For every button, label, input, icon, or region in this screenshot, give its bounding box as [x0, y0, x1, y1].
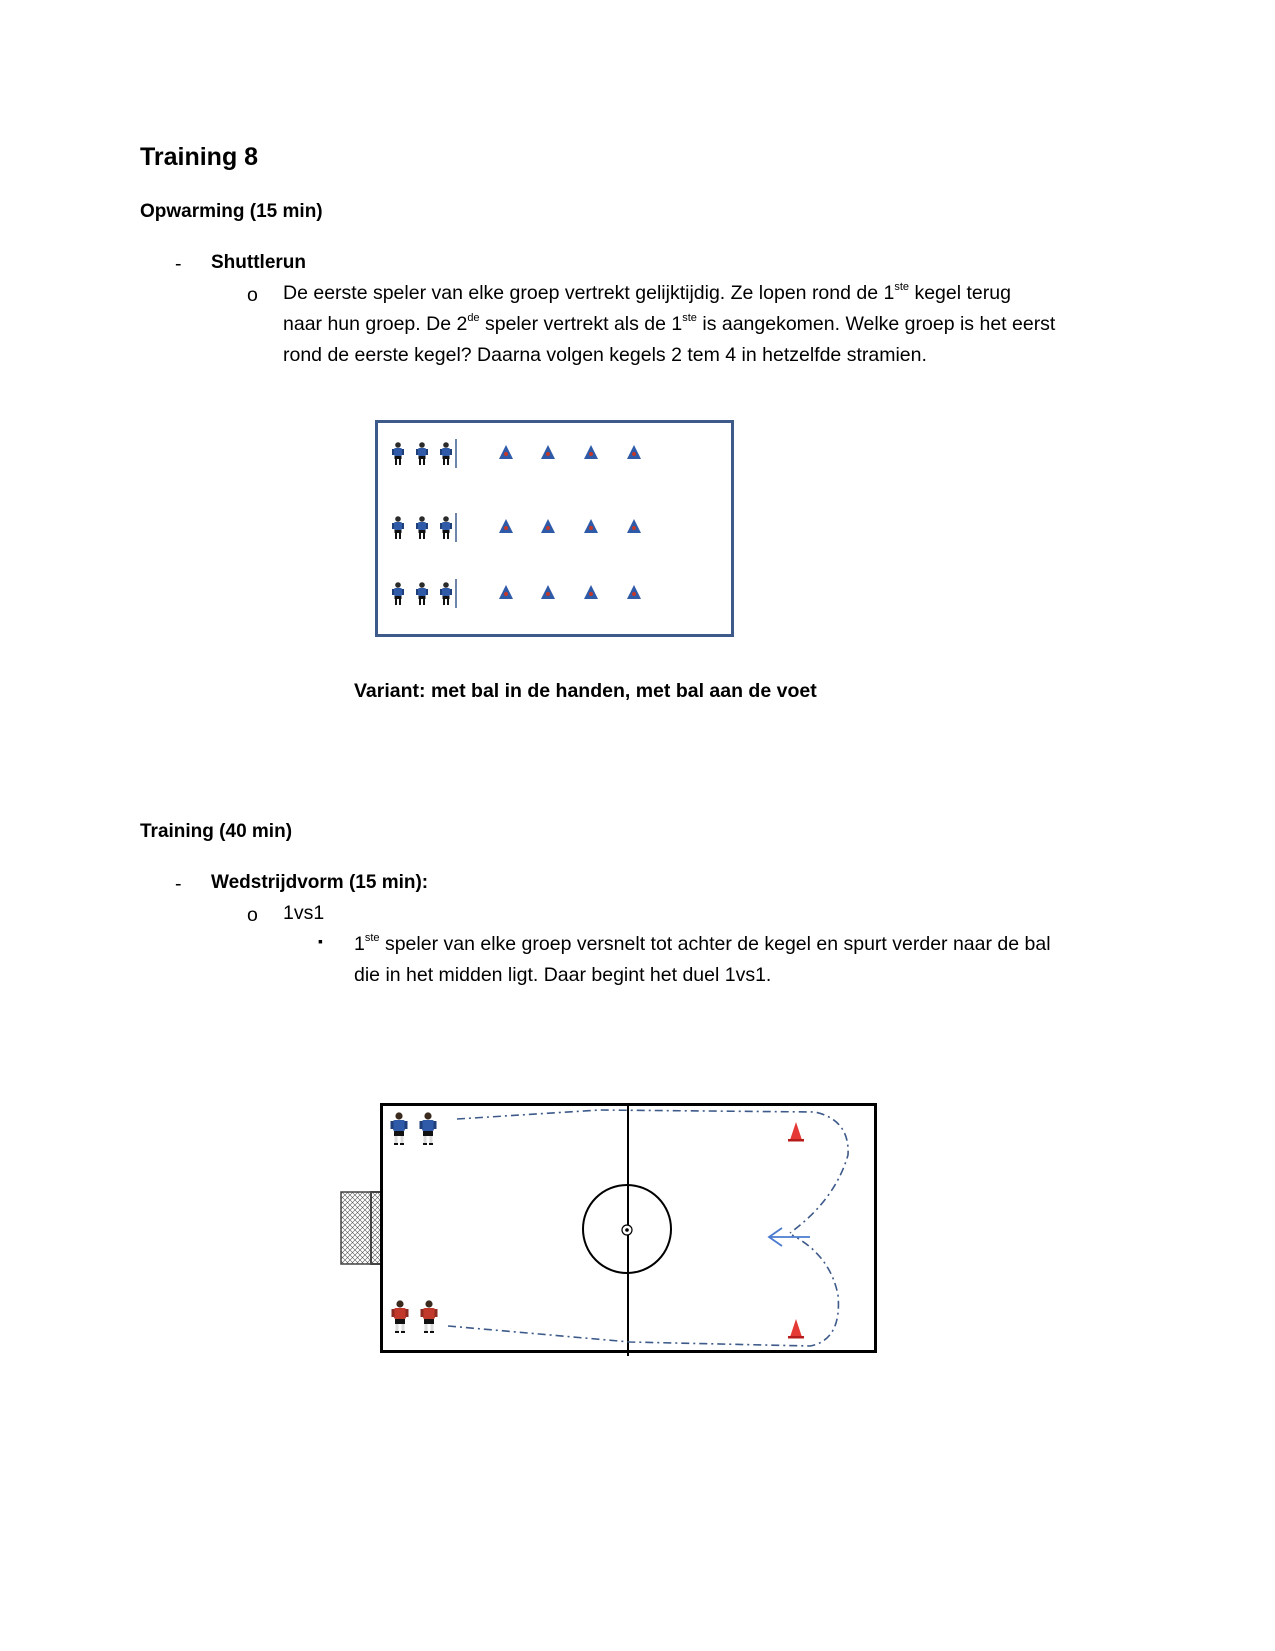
training-dash-bullet: - [175, 873, 182, 895]
shuttlerun-diagram [375, 420, 735, 638]
training-heading: Training (40 min) [140, 821, 293, 842]
warmup-sub-bullet: o [247, 284, 258, 306]
run-path-top [457, 1110, 848, 1233]
cone-base [788, 1336, 804, 1339]
warmup-description [283, 278, 1103, 371]
cone-base [788, 1139, 804, 1142]
field-border [377, 422, 733, 636]
training-exercise-title: Wedstrijdvorm (15 min): [211, 872, 429, 893]
training-description-line-2: die in het midden ligt. Daar begint het duel 1vs1. [354, 964, 772, 986]
square-bullet: ▪ [318, 933, 323, 949]
training-sub-title: 1vs1 [283, 902, 325, 924]
warmup-heading: Opwarming (15 min) [140, 201, 323, 222]
warmup-description-line-3: rond de eerste kegel? Daarna volgen kegels 2 tem 4 in hetzelfde stramien. [283, 344, 927, 366]
player-blue-icon [420, 1112, 437, 1145]
cone-icon [790, 1122, 802, 1140]
warmup-description-line-1: De eerste speler van elke groep vertrekt gelijktijdig. Ze lopen rond de 1ste kegel terug [283, 281, 1011, 304]
pitch-diagram [330, 1095, 890, 1365]
player-red-icon [421, 1300, 438, 1333]
goal [341, 1192, 381, 1264]
warmup-exercise-title: Shuttlerun [211, 252, 306, 273]
page-title: Training 8 [140, 143, 259, 171]
run-path-bottom [448, 1235, 838, 1346]
player-blue-icon [391, 1112, 408, 1145]
training-description-line-1: 1ste speler van elke groep versnelt tot achter de kegel en spurt verder naar de bal [354, 932, 1051, 955]
variant-note: Variant: met bal in de handen, met bal aan de voet [354, 680, 817, 702]
warmup-dash-bullet: - [175, 253, 182, 275]
training-description [354, 929, 1114, 991]
training-sub-bullet: o [247, 904, 258, 926]
ball-icon [622, 1225, 632, 1235]
cone-icon [790, 1319, 802, 1337]
direction-arrow-icon [769, 1228, 810, 1246]
warmup-description-line-2: naar hun groep. De 2de speler vertrekt als de 1ste is aangekomen. Welke groep is het eerst [283, 312, 1056, 335]
player-red-icon [392, 1300, 409, 1333]
